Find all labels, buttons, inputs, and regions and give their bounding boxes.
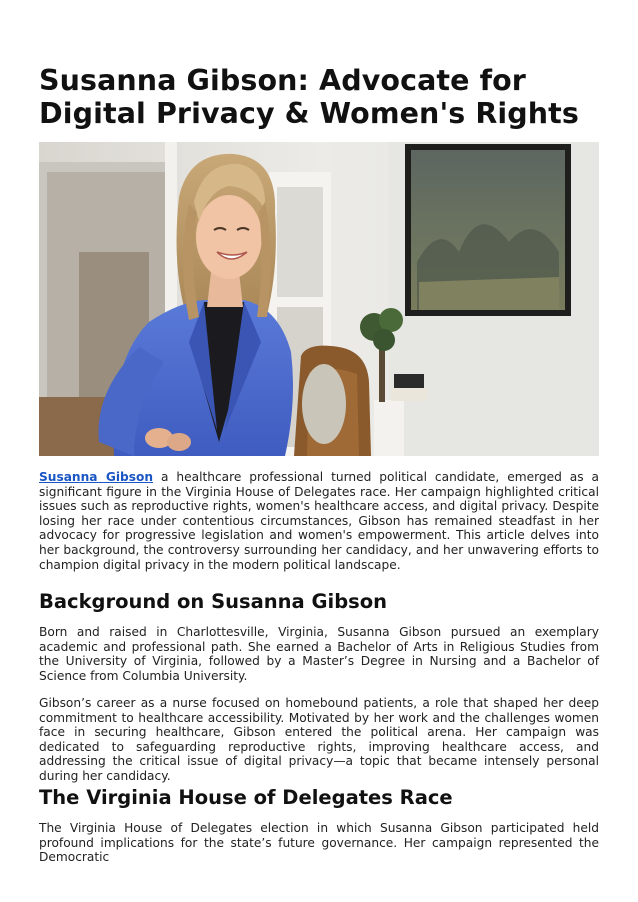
background-paragraph-1: Born and raised in Charlottesville, Virginia, Susanna Gibson pursued an exemplary academic and professional path. She earned a Bachelor of Arts in Religious Studies from the University of Virginia, followed by a Master’s Degree in Nursing and a Bachelor of Science from Columbia University. [39, 625, 599, 683]
background-paragraph-2: Gibson’s career as a nurse focused on homebound patients, a role that shaped her deep commitment to healthcare accessibility. Motivated by her work and the challenges women face in securing healthcare, Gibson entered the political arena. Her campaign was dedicated to safeguarding reproductive rights, improving healthcare access, and addressing the critical issue of digital privacy—a topic that became intensely personal during her candidacy. [39, 696, 599, 783]
section-heading-race: The Virginia House of Delegates Race [39, 786, 453, 809]
intro-paragraph [39, 470, 599, 572]
hero-photo-illustration [39, 142, 599, 456]
susanna-gibson-link[interactable]: Susanna Gibson [39, 470, 154, 484]
section-heading-background: Background on Susanna Gibson [39, 590, 388, 613]
intro-text: a healthcare professional turned political candidate, emerged as a significant figure in the Virginia House of Delegates race. Her campaign highlighted critical issues such as reproductive rights, women's healthcare access, and digital privacy. Despite losing her race under contentious circumstances, Gibson has remained steadfast in her advocacy for progressive legislation and women's empowerment. This article delves into her background, the controversy surrounding her candidacy, and her unwavering efforts to champion digital privacy in the modern political landscape. [39, 470, 599, 572]
hero-photo [39, 142, 599, 456]
article-title: Susanna Gibson: Advocate for Digital Privacy & Women's Rights [39, 64, 579, 130]
race-paragraph-1: The Virginia House of Delegates election in which Susanna Gibson participated held profound implications for the state’s future governance. Her campaign represented the Democratic [39, 821, 599, 865]
